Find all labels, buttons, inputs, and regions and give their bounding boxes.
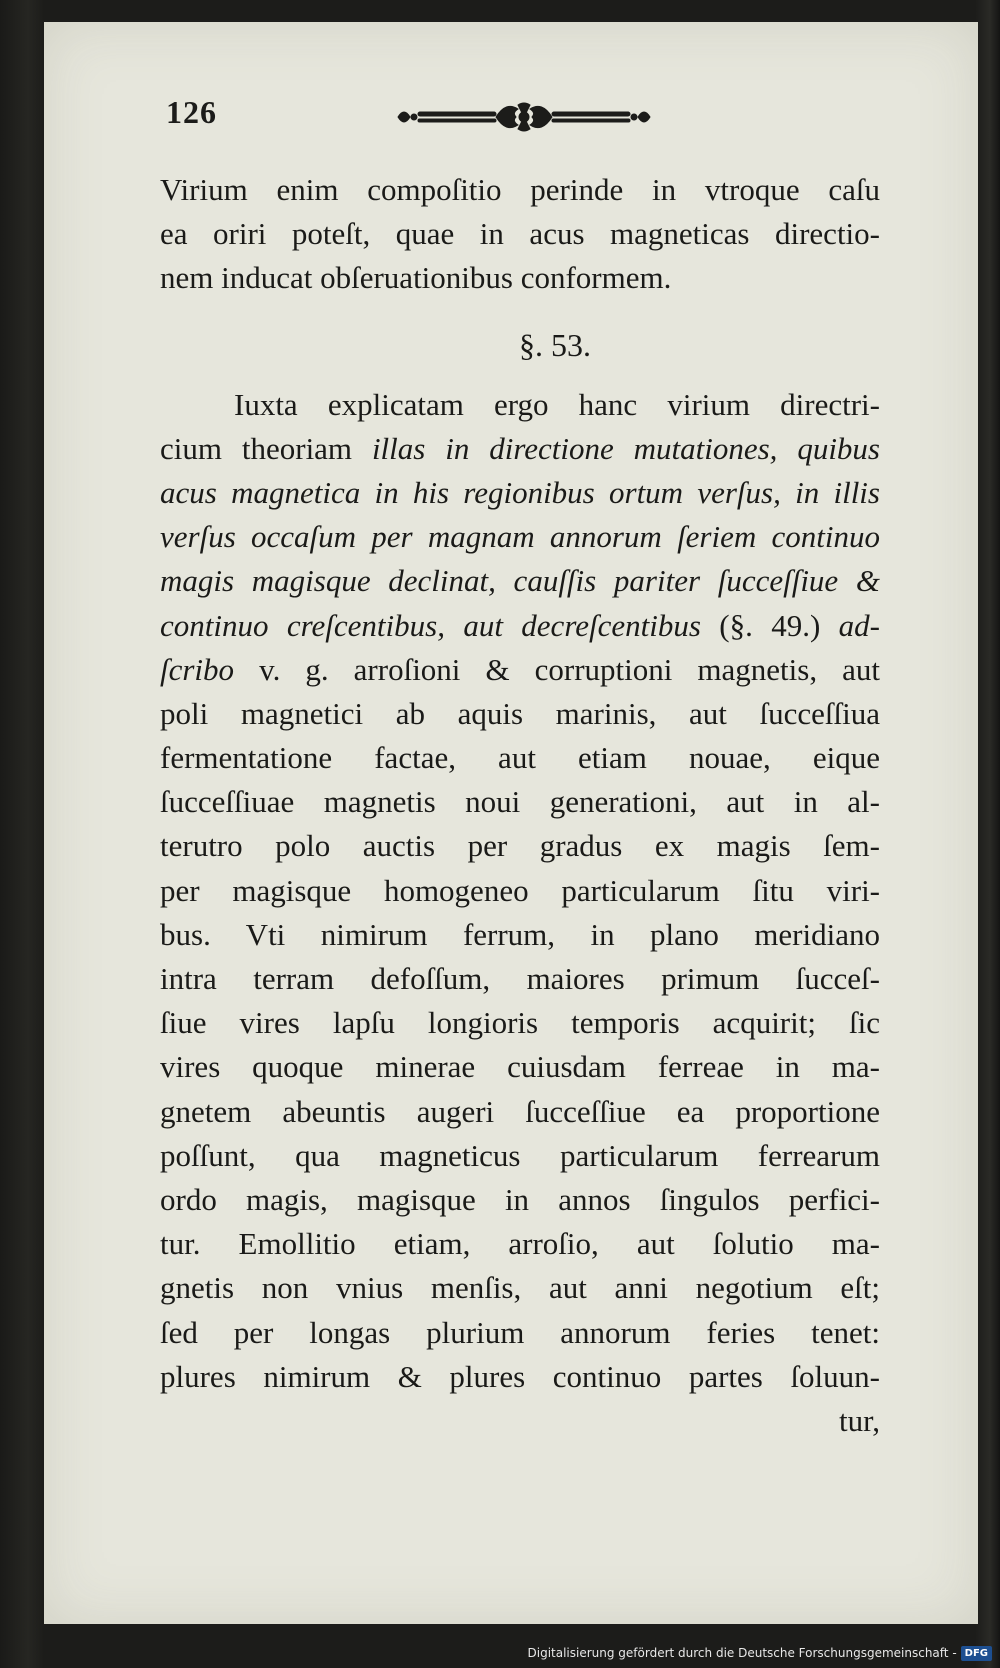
text-line bbox=[160, 1178, 880, 1222]
section-heading: §. 53. bbox=[519, 326, 591, 363]
text-line bbox=[160, 1001, 880, 1045]
text-run: ſucceſſiuae magnetis noui generationi, aut in al- bbox=[160, 784, 880, 820]
text-run: plures nimirum & plures continuo partes ſoluun- bbox=[160, 1358, 880, 1394]
text-run: ſed per longas plurium annorum feries tenet: bbox=[160, 1314, 880, 1350]
text-line bbox=[160, 1311, 880, 1355]
page-number: 126 bbox=[166, 94, 217, 130]
text-line bbox=[160, 692, 880, 736]
text-run: gnetis non vnius menſis, aut anni negotium eſt; bbox=[160, 1270, 880, 1306]
text-run: ſiue vires lapſu longioris temporis acquirit; ſic bbox=[160, 1005, 880, 1041]
text-run: terutro polo auctis per gradus ex magis ſem- bbox=[160, 828, 880, 864]
text-line bbox=[160, 559, 880, 603]
text-line bbox=[160, 1134, 880, 1178]
ornament-icon bbox=[394, 100, 654, 134]
text-line bbox=[160, 604, 880, 648]
text-line bbox=[160, 1045, 880, 1089]
text-run: tur. Emollitio etiam, arroſio, aut ſolutio ma- bbox=[160, 1226, 880, 1262]
text-line bbox=[160, 1266, 880, 1310]
italic-text: ad- bbox=[838, 607, 880, 643]
text-line bbox=[160, 957, 880, 1001]
text-line: Virium enim compoſitio perinde in vtroque caſu bbox=[160, 172, 880, 207]
paragraph bbox=[160, 383, 880, 1399]
text-line bbox=[160, 736, 880, 780]
text-line bbox=[160, 1355, 880, 1399]
text-run: ordo magis, magisque in annos ſingulos perfici- bbox=[160, 1181, 880, 1217]
dfg-logo-icon: DFG bbox=[961, 1646, 992, 1661]
text-line bbox=[160, 869, 880, 913]
text-run: v. g. arroſioni & corruptioni magnetis, aut bbox=[234, 651, 880, 687]
text-line bbox=[160, 1090, 880, 1134]
italic-text: continuo creſcentibus, aut decreſcentibus bbox=[160, 607, 701, 643]
italic-text: illas in directione mutationes, quibus bbox=[371, 430, 880, 466]
digitization-footer bbox=[528, 1642, 993, 1664]
text-run: Iuxta explicatam ergo hanc virium directri- bbox=[234, 386, 880, 422]
text-run: gnetem abeuntis augeri ſucceſſiue ea proportione bbox=[160, 1093, 880, 1129]
text-run: poſſunt, qua magneticus particularum ferrearum bbox=[160, 1137, 880, 1173]
text-line bbox=[160, 780, 880, 824]
text-line bbox=[160, 515, 880, 559]
text-run: poli magnetici ab aquis marinis, aut ſucceſſiua bbox=[160, 695, 880, 731]
italic-text: ſcribo bbox=[160, 651, 235, 687]
text-run: (§. 49.) bbox=[700, 607, 839, 643]
text-line bbox=[160, 648, 880, 692]
text-block bbox=[160, 168, 880, 1443]
text-line bbox=[160, 427, 880, 471]
catchword: tur, bbox=[839, 1402, 880, 1438]
text-run: vires quoque minerae cuiusdam ferreae in ma- bbox=[160, 1049, 880, 1085]
italic-text: acus magnetica in his regionibus ortum verſus, in illis bbox=[160, 474, 880, 510]
text-run: per magisque homogeneo particularum ſitu viri- bbox=[160, 872, 880, 908]
text-run: fermentatione factae, aut etiam nouae, eique bbox=[160, 740, 880, 776]
text-line bbox=[160, 383, 880, 427]
footer-credit: Digitalisierung gefördert durch die Deutsche Forschungsgemeinschaft - bbox=[527, 1646, 957, 1660]
page-header bbox=[166, 94, 726, 144]
text-run: bus. Vti nimirum ferrum, in plano meridiano bbox=[160, 916, 880, 952]
text-line bbox=[160, 1222, 880, 1266]
italic-text: verſus occaſum per magnam annorum ſeriem continuo bbox=[160, 519, 880, 555]
text-run: intra terram defoſſum, maiores primum ſucceſ- bbox=[160, 961, 880, 996]
italic-text: magis magisque declinat, cauſſis pariter ſucceſſiue & bbox=[160, 563, 880, 599]
text-line: ea oriri poteſt, quae in acus magneticas directio- bbox=[160, 216, 880, 252]
text-line bbox=[160, 471, 880, 515]
text-run: cium theoriam bbox=[160, 430, 372, 466]
text-line: nem inducat obſeruationibus conformem. bbox=[160, 260, 672, 296]
text-line bbox=[160, 824, 880, 868]
text-line bbox=[160, 913, 880, 957]
